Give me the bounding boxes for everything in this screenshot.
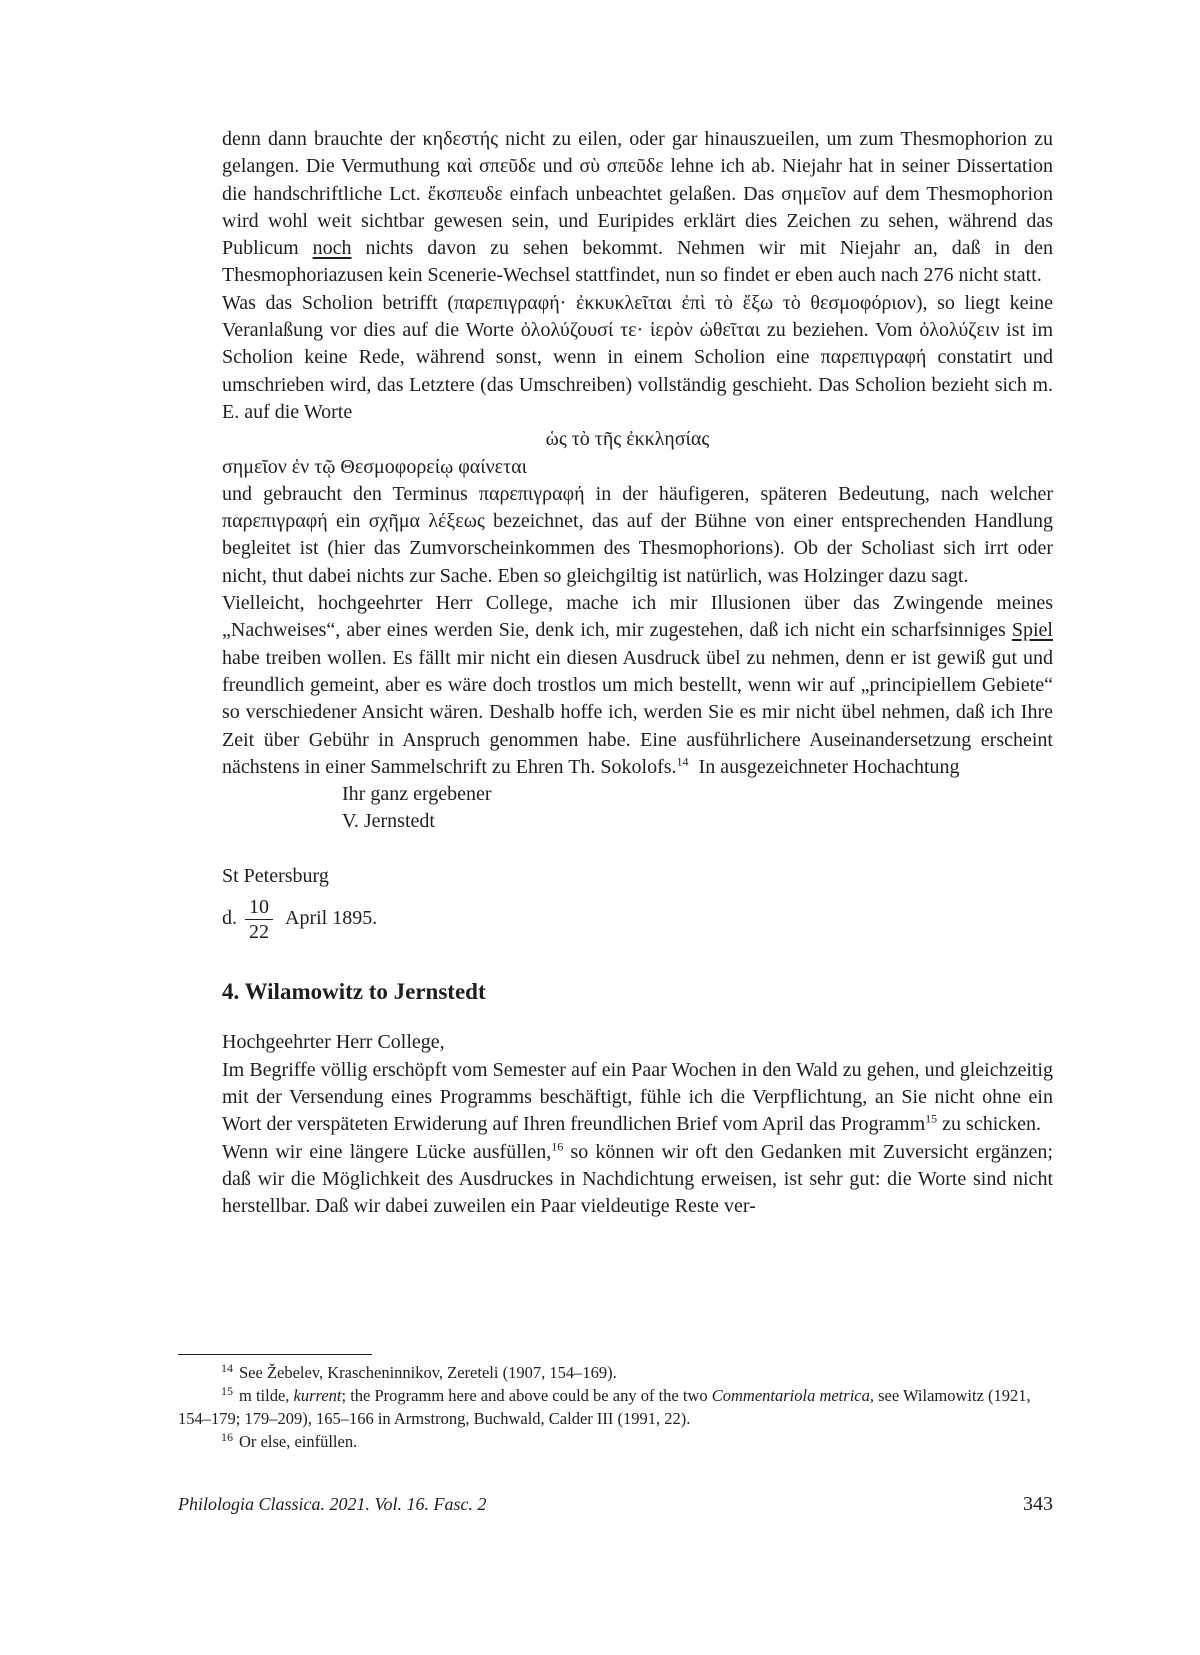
paragraph: und gebraucht den Terminus παρεπιγραφή in der häufigeren, späteren Bedeutung, nach welcher παρεπιγραφή ein σχῆμα λέξεως bezeichnet, das auf der Bühne von einer entsprechenden Handlung begleitet ist (hier das Zumvorscheinkommen des Thesmophorions). Ob der Scholiast sich irrt oder nicht, thut dabei nichts zur Sache. Eben so gleichgiltig ist natürlich, was Holzinger dazu sagt. [222, 482, 1053, 587]
footnote-15 [178, 1384, 1053, 1430]
text-run: habe treiben wollen. Es fällt mir nicht ein diesen Ausdruck übel zu nehmen, denn er ist gewiß gut und freundlich gemeint, aber es wäre doch trostlos um mich bestellt, wenn wir auf „principiellem Gebiete“ so verschiedener Ansicht wären. Deshalb hoffe ich, werden Sie es mir nicht übel nehmen, daß ich Ihre Zeit über Gebühr in Anspruch genommen habe. Eine ausführlichere Auseinandersetzung erscheint nächstens in einer Sammelschrift zu Ehren Th. Sokolofs. [222, 646, 1053, 778]
paragraph [222, 590, 1053, 781]
text-run: nichts davon zu sehen bekommt. Nehmen wir mit Niejahr an, daß in den Thesmophoriazusen kein Scenerie-Wechsel stattfindet, nun so findet er eben auch nach 276 nicht statt. [222, 237, 1053, 287]
journal-citation: Philologia Classica. 2021. Vol. 16. Fasc. 2 [178, 1494, 487, 1514]
date-suffix: April 1895. [285, 907, 378, 930]
footnote-number: 15 [221, 1383, 233, 1398]
main-text [222, 126, 1053, 1220]
text-run: Wenn wir eine längere Lücke ausfüllen, [222, 1140, 552, 1163]
date-numerator: 10 [245, 895, 273, 920]
greek-quote-line-2: σημεῖον ἐν τῷ Θεσμοφορείῳ φαίνεται [222, 455, 527, 478]
paragraph [222, 1139, 1053, 1221]
underlined-word: Spiel [1011, 619, 1053, 642]
footnote-text: , see Wilamowitz (1921, 154–179; 179–209), 165–166 in Armstrong, Buchwald, Calder III (1991, 22). [178, 1386, 1031, 1428]
footnote-text: See Žebelev, Kraschenіnnikov, Zereteli (1907, 154–169). [239, 1363, 617, 1382]
text-run: Im Begriffe völlig erschöpft vom Semester auf ein Paar Wochen in den Wald zu gehen, und gleichzeitig mit der Versendung eines Programms beschäftigt, fühle ich die Verpflichtung, an Sie nicht ohne ein Wort der verspäteten Erwiderung auf Ihren freundlichen Brief vom April das Programm [222, 1058, 1053, 1136]
paragraph: Was das Scholion betrifft (παρεπιγραφή· ἐκκυκλεῖται ἐπὶ τὸ ἔξω τὸ θεσμοφόριον), so liegt keine Veranlaßung vor dies auf die Worte ὀλολύζουσί τε· ἱερὸν ὠθεῖται zu beziehen. Vom ὀλολύζειν ist im Scholion keine Rede, während sonst, wenn in einem Scholion eine παρεπιγραφή constatirt und umschrieben wird, das Letztere (das Umschreiben) vollständig geschieht. Das Scholion bezieht sich m. E. auf die Worte [222, 291, 1053, 423]
footnote-emphasis: kurrent [293, 1386, 342, 1405]
footnote-rule [178, 1354, 372, 1355]
footnote-ref[interactable]: 16 [551, 1138, 564, 1153]
date-line [222, 890, 1053, 948]
footnote-16 [178, 1430, 1053, 1453]
footnote-14 [178, 1361, 1053, 1384]
text-run: zu schicken. [937, 1113, 1042, 1136]
footnote-emphasis: Commentariola metrica [711, 1386, 870, 1405]
text-run: Vielleicht, hochgeehrter Herr College, mache ich mir Illusionen über das Zwingende meines „Nachweises“, aber eines werden Sie, denk ich, mir zugestehen, daß ich nicht ein scharfsinniges [222, 592, 1053, 642]
footnote-ref[interactable]: 15 [925, 1111, 938, 1126]
text-run: so können wir oft den Gedanken mit Zuversicht ergänzen; daß wir die Möglichkeit des Ausdruckes in Nachdichtung erweisen, ist sehr gut: die Worte sind nicht herstellbar. Daß wir dabei zuweilen ein Paar vieldeutige Reste ver- [222, 1140, 1053, 1218]
closing [222, 781, 1053, 948]
place: St Petersburg [222, 864, 329, 887]
page-footer [178, 1493, 1053, 1516]
paragraph [222, 126, 1053, 290]
page-number: 343 [1023, 1493, 1053, 1515]
date-fraction [245, 895, 273, 944]
footnote-ref[interactable]: 14 [676, 754, 689, 769]
footnote-number: 14 [221, 1360, 233, 1375]
signature: V. Jernstedt [342, 810, 435, 833]
closing-line: Ihr ganz ergebener [342, 783, 492, 806]
section-heading: 4. Wilamowitz to Jernstedt [222, 979, 486, 1005]
footnote-number: 16 [221, 1429, 233, 1444]
greek-quote-line-1: ὡς τὸ τῆς ἐκκλησίας [545, 428, 710, 451]
date-prefix: d. [222, 907, 237, 930]
footnote-text: Or else, einfüllen. [239, 1432, 358, 1451]
footnote-text: ; the Programm here and above could be any of the two [341, 1386, 712, 1405]
paragraph [222, 1057, 1053, 1139]
text-run: In ausgezeichneter Hochachtung [688, 755, 960, 778]
salutation: Hochgeehrter Herr College, [222, 1031, 445, 1054]
text-run: denn dann brauchte der κηδεστής nicht zu eilen, oder gar hinauszueilen, um zum Thesmophorion zu gelangen. Die Vermuthung καὶ σπεῦδε und σὺ σπεῦδε lehne ich ab. Niejahr hat in seiner Dissertation die handschriftliche Lct. ἔκσπευδε einfach unbeachtet gelaßen. Das σημεῖον auf dem Thesmophorion wird wohl weit sichtbar gewesen sein, und Euripides erklärt dies Zeichen zu sehen, während das Publicum [222, 128, 1053, 260]
date-denominator: 22 [249, 920, 269, 943]
footnote-text: m tilde, [239, 1386, 294, 1405]
footnotes [178, 1361, 1053, 1453]
underlined-word: noch [312, 237, 352, 260]
